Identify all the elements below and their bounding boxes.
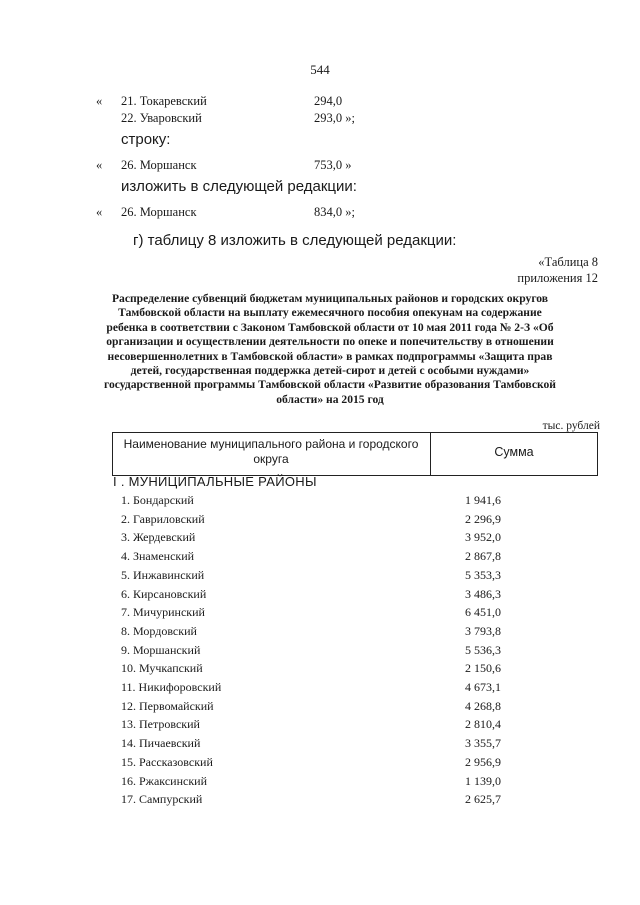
district-sum: 2 810,4 — [465, 717, 501, 732]
open-quote-3: « — [96, 205, 103, 219]
amend-row-26-old-value: 753,0 » — [314, 158, 352, 172]
table-row — [0, 717, 640, 735]
amend-row-21-value: 294,0 — [314, 94, 343, 108]
district-name: 3. Жердевский — [121, 530, 196, 545]
district-sum: 1 941,6 — [465, 493, 501, 507]
amend-row-26-new-name: 26. Моршанск — [121, 205, 197, 219]
district-name: 7. Мичуринский — [121, 605, 205, 620]
page-number: 544 — [310, 62, 330, 77]
table-row — [0, 736, 640, 754]
table-row — [0, 774, 640, 792]
amend-row-22-name: 22. Уваровский — [121, 111, 202, 125]
table-row — [0, 792, 640, 810]
district-name: 13. Петровский — [121, 717, 200, 732]
table-row — [0, 699, 640, 717]
district-sum: 3 486,3 — [465, 586, 501, 601]
district-sum: 1 139,0 — [465, 773, 501, 788]
district-sum: 5 536,3 — [465, 642, 501, 657]
table-row — [0, 512, 640, 530]
district-name: 6. Кирсановский — [121, 586, 207, 601]
district-name: 12. Первомайский — [121, 698, 214, 713]
district-name: 15. Рассказовский — [121, 754, 213, 769]
district-name: 14. Пичаевский — [121, 736, 201, 751]
table-row — [0, 587, 640, 605]
table-row — [0, 530, 640, 548]
district-name: 9. Моршанский — [121, 642, 201, 657]
district-name: 8. Мордовский — [121, 623, 197, 638]
district-sum: 2 956,9 — [465, 754, 501, 769]
district-name: 16. Ржаксинский — [121, 773, 207, 788]
district-sum: 2 296,9 — [465, 511, 501, 526]
amend-row-26-new-value: 834,0 »; — [314, 205, 355, 219]
table-row — [0, 568, 640, 586]
table-row — [0, 755, 640, 773]
district-sum: 2 867,8 — [465, 549, 501, 564]
open-quote-1: « — [96, 94, 103, 108]
table-row — [0, 605, 640, 623]
district-sum: 3 952,0 — [465, 530, 501, 545]
district-sum: 3 355,7 — [465, 736, 501, 751]
district-name: 17. Сампурский — [121, 792, 203, 807]
table-header — [112, 432, 598, 476]
section-title: I . МУНИЦИПАЛЬНЫЕ РАЙОНЫ — [113, 474, 317, 489]
district-sum: 3 793,8 — [465, 623, 501, 638]
table-row — [0, 643, 640, 661]
instruction-stroku: строку: — [121, 131, 171, 148]
district-name: 4. Знаменский — [121, 549, 195, 564]
district-sum: 2 625,7 — [465, 792, 501, 807]
table-heading: Распределение субвенций бюджетам муниципальных районов и городских округов Тамбовской области на выплату ежемесячного пособия опекунам на содержание ребенка в соответствии с Законом Тамбовской области от 10 мая 2011 года № 2-З «Об организации и осуществлении деятельности по опеке и попечительству в отношении несовершеннолетних в Тамбовской области» в рамках подпрограммы «Защита прав детей, государственная поддержка детей-сирот и детей с особыми нуждами» государственной программы Тамбовской области «Развитие образования Тамбовской области» на 2015 год — [104, 292, 556, 406]
table-caption-line1: «Таблица 8 — [538, 255, 598, 269]
district-sum: 4 673,1 — [465, 680, 501, 694]
column-header-sum: Сумма — [494, 445, 534, 459]
district-name: 1. Бондарский — [121, 493, 194, 507]
table-row — [0, 680, 640, 698]
table-row — [0, 661, 640, 679]
table-row — [0, 549, 640, 567]
district-sum: 4 268,8 — [465, 698, 501, 713]
instruction-table-8: г) таблицу 8 изложить в следующей редакции: — [133, 232, 457, 249]
amend-row-26-old-name: 26. Моршанск — [121, 158, 197, 172]
open-quote-2: « — [96, 158, 103, 172]
district-name: 11. Никифоровский — [121, 680, 222, 694]
table-caption-line2: приложения 12 — [517, 271, 598, 285]
district-sum: 2 150,6 — [465, 661, 501, 676]
column-header-name: Наименование муниципального района и городского округа — [123, 437, 419, 466]
district-name: 10. Мучкапский — [121, 661, 203, 676]
district-sum: 5 353,3 — [465, 567, 501, 582]
district-name: 2. Гавриловский — [121, 511, 205, 526]
units-label: тыс. рублей — [542, 420, 600, 432]
district-sum: 6 451,0 — [465, 605, 501, 620]
amend-row-21-name: 21. Токаревский — [121, 94, 207, 108]
district-name: 5. Инжавинский — [121, 567, 205, 582]
table-row — [0, 624, 640, 642]
instruction-izlozhit: изложить в следующей редакции: — [121, 178, 357, 195]
amend-row-22-value: 293,0 »; — [314, 111, 355, 125]
table-row — [0, 493, 640, 511]
